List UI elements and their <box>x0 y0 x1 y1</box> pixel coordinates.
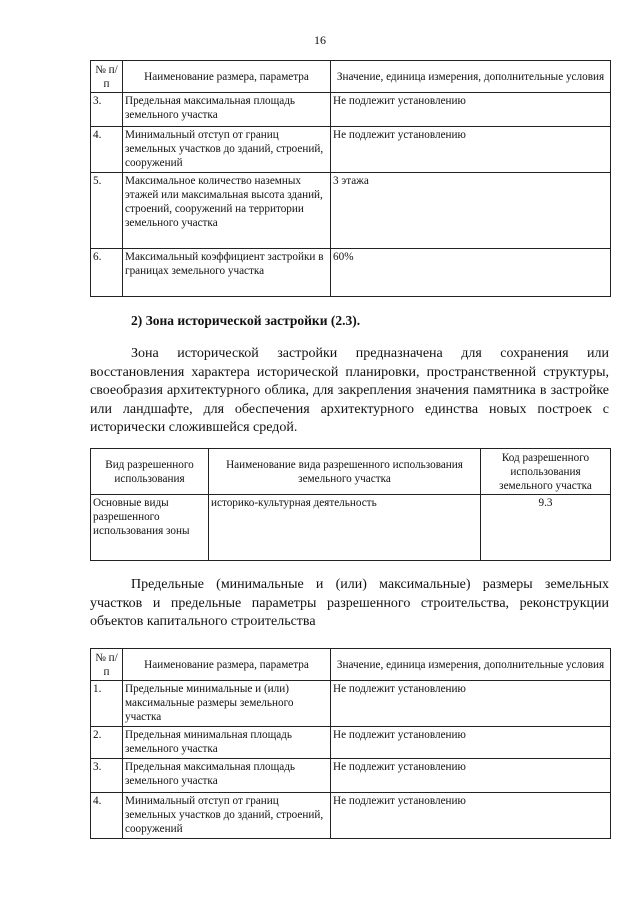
row-value: Не подлежит установлению <box>331 727 611 759</box>
header-use-name: Наименование вида разрешенного использования земельного участка <box>209 449 481 495</box>
header-value: Значение, единица измерения, дополнительные условия <box>331 649 611 681</box>
limits-paragraph: Предельные (минимальные и (или) максимальные) размеры земельных участков и предельные параметры разрешенного строительства, реконструкции объектов капитального строительства <box>90 577 609 629</box>
row-parameter: Предельные минимальные и (или) максимальные размеры земельного участка <box>123 681 331 727</box>
row-value: Не подлежит установлению <box>331 793 611 839</box>
row-use-code: 9.3 <box>481 495 611 561</box>
header-number: № п/п <box>91 649 123 681</box>
row-number: 3. <box>91 93 123 127</box>
table-row <box>91 173 611 249</box>
row-parameter: Минимальный отступ от границ земельных участков до зданий, строений, сооружений <box>123 793 331 839</box>
parameters-table-2 <box>90 648 611 839</box>
row-value: 60% <box>331 249 611 297</box>
header-number: № п/п <box>91 61 123 93</box>
row-number: 5. <box>91 173 123 249</box>
header-use-type: Вид разрешенного использования <box>91 449 209 495</box>
row-number: 3. <box>91 759 123 793</box>
row-value: Не подлежит установлению <box>331 681 611 727</box>
permitted-use-table <box>90 448 611 561</box>
header-parameter: Наименование размера, параметра <box>123 61 331 93</box>
row-number: 4. <box>91 127 123 173</box>
page-number: 16 <box>314 33 326 47</box>
table-row <box>91 495 611 561</box>
table-row <box>91 681 611 727</box>
row-parameter: Максимальное количество наземных этажей или максимальная высота зданий, строений, сооружений на территории земельного участка <box>123 173 331 249</box>
row-number: 1. <box>91 681 123 727</box>
row-parameter: Предельная минимальная площадь земельного участка <box>123 727 331 759</box>
row-number: 4. <box>91 793 123 839</box>
table-row <box>91 727 611 759</box>
row-number: 6. <box>91 249 123 297</box>
table-row <box>91 249 611 297</box>
row-use-name: историко-культурная деятельность <box>209 495 481 561</box>
row-parameter: Максимальный коэффициент застройки в границах земельного участка <box>123 249 331 297</box>
header-use-code: Код разрешенного использования земельного участка <box>481 449 611 495</box>
row-number: 2. <box>91 727 123 759</box>
row-value: Не подлежит установлению <box>331 759 611 793</box>
row-parameter: Предельная максимальная площадь земельного участка <box>123 93 331 127</box>
row-parameter: Минимальный отступ от границ земельных участков до зданий, строений, сооружений <box>123 127 331 173</box>
row-value: Не подлежит установлению <box>331 127 611 173</box>
row-use-type: Основные виды разрешенного использования зоны <box>91 495 209 561</box>
zone-description-paragraph: Зона исторической застройки предназначена для сохранения или восстановления характера исторической планировки, пространственной структуры, своеобразия архитектурного облика, для закрепления значения памятника в застройке или ландшафте, для обеспечения архитектурного единства новых построек с исторически сложившейся средой. <box>90 346 609 435</box>
section-heading: 2) Зона исторической застройки (2.3). <box>131 313 361 328</box>
row-value: 3 этажа <box>331 173 611 249</box>
table-row <box>91 759 611 793</box>
parameters-table-1 <box>90 60 611 297</box>
row-value: Не подлежит установлению <box>331 93 611 127</box>
header-value: Значение, единица измерения, дополнительные условия <box>331 61 611 93</box>
table-row <box>91 93 611 127</box>
header-parameter: Наименование размера, параметра <box>123 649 331 681</box>
table-row <box>91 793 611 839</box>
row-parameter: Предельная максимальная площадь земельного участка <box>123 759 331 793</box>
table-row <box>91 127 611 173</box>
